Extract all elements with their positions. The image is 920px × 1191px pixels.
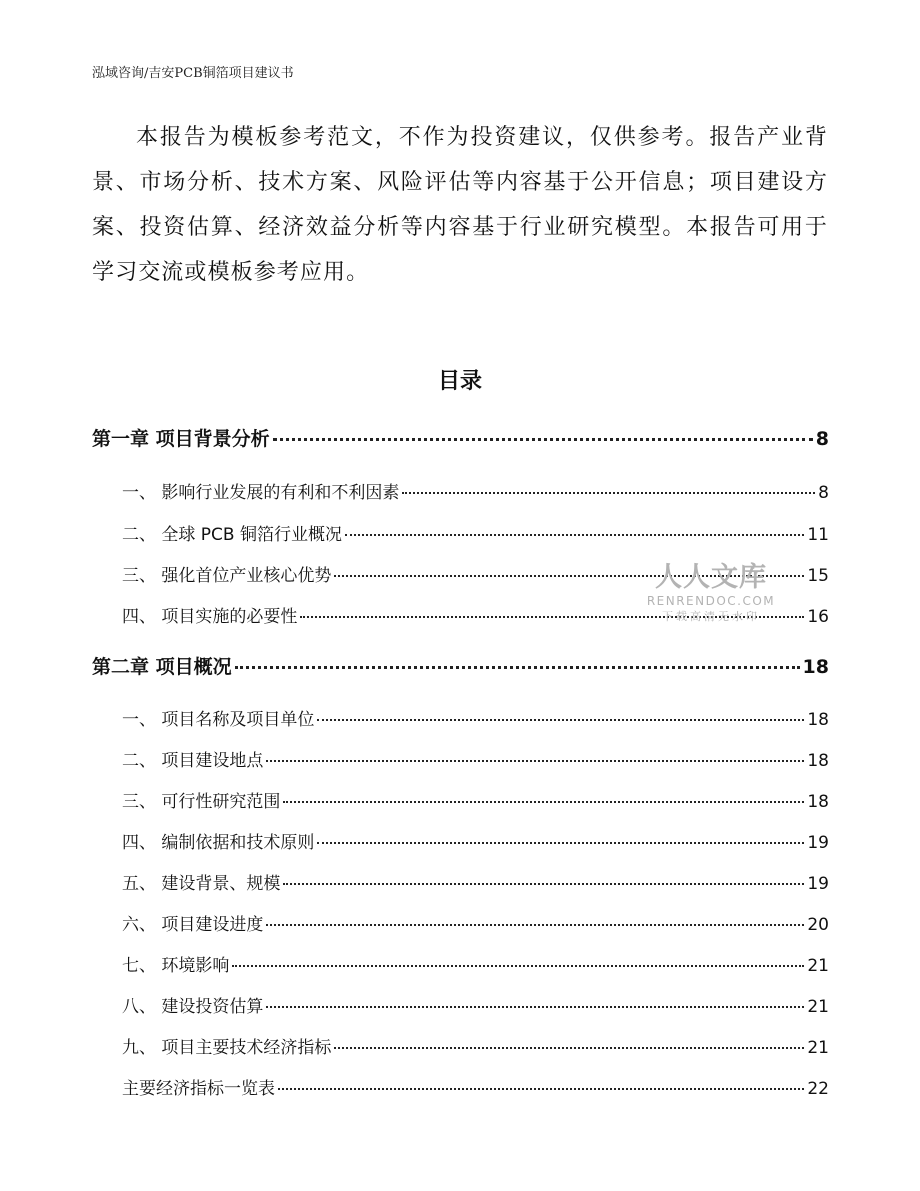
toc-entry-label: 主要经济指标一览表: [122, 1079, 275, 1099]
toc-entry-page: 18: [802, 656, 829, 678]
watermark: [646, 563, 776, 624]
toc-entry-section[interactable]: [92, 951, 829, 976]
toc-entry-section[interactable]: [92, 1074, 829, 1099]
toc-entry-label: 七、 环境影响: [122, 956, 230, 976]
toc-entry-section[interactable]: [92, 910, 829, 935]
toc-entry-label: 第二章 项目概况: [92, 656, 232, 678]
toc-leader-dots: [345, 534, 804, 536]
toc-leader-dots: [266, 760, 804, 762]
watermark-slogan: 下载高清无水印: [662, 610, 760, 623]
toc-entry-section[interactable]: [92, 705, 829, 730]
toc-leader-dots: [266, 1006, 804, 1008]
toc-entry-section[interactable]: [92, 746, 829, 771]
toc-leader-dots: [402, 492, 815, 494]
toc-entry-page: 8: [818, 483, 829, 503]
toc-entry-page: 18: [807, 710, 829, 730]
toc-entry-page: 16: [807, 607, 829, 627]
toc-entry-label: 五、 建设背景、规模: [122, 874, 281, 894]
toc-entry-label: 二、 全球 PCB 铜箔行业概况: [122, 525, 342, 545]
toc-entry-page: 19: [807, 874, 829, 894]
toc-entry-page: 11: [807, 525, 829, 545]
watermark-domain: RENRENDOC.COM: [646, 594, 776, 608]
toc-leader-dots: [283, 801, 804, 803]
intro-paragraph: 本报告为模板参考范文，不作为投资建议，仅供参考。报告产业背景、市场分析、技术方案、风险评估等内容基于公开信息；项目建设方案、投资估算、经济效益分析等内容基于行业研究模型。本报告可用于学习交流或模板参考应用。: [92, 125, 828, 285]
toc-entry-page: 20: [807, 915, 829, 935]
toc-entry-section[interactable]: [92, 520, 829, 545]
document-header: 泓域咨询/吉安PCB铜箔项目建议书: [92, 66, 294, 81]
toc-entry-label: 二、 项目建设地点: [122, 751, 264, 771]
toc-entry-section[interactable]: [92, 1033, 829, 1058]
toc-entry-chapter-2[interactable]: [92, 652, 829, 679]
toc-entry-page: 15: [807, 566, 829, 586]
toc-entry-label: 三、 强化首位产业核心优势: [122, 566, 332, 586]
toc-entry-page: 22: [807, 1079, 829, 1099]
toc-entry-section[interactable]: [92, 828, 829, 853]
toc-entry-section[interactable]: [92, 869, 829, 894]
toc-leader-dots: [273, 438, 813, 441]
toc-leader-dots: [266, 924, 804, 926]
toc-leader-dots: [283, 883, 804, 885]
toc-entry-label: 三、 可行性研究范围: [122, 792, 281, 812]
toc-entry-chapter-1[interactable]: [92, 424, 829, 451]
toc-entry-label: 四、 编制依据和技术原则: [122, 833, 315, 853]
toc-entry-section[interactable]: [92, 478, 829, 503]
toc-entry-page: 18: [807, 751, 829, 771]
toc-leader-dots: [334, 1047, 804, 1049]
watermark-logo: 人人文库: [655, 562, 767, 593]
toc-entry-section[interactable]: [92, 787, 829, 812]
toc-leader-dots: [278, 1088, 804, 1090]
toc-entry-label: 六、 项目建设进度: [122, 915, 264, 935]
toc-entry-page: 21: [807, 956, 829, 976]
toc-entry-label: 九、 项目主要技术经济指标: [122, 1038, 332, 1058]
toc-entry-page: 21: [807, 1038, 829, 1058]
toc-leader-dots: [232, 965, 804, 967]
toc-entry-label: 一、 项目名称及项目单位: [122, 710, 315, 730]
toc-entry-label: 一、 影响行业发展的有利和不利因素: [122, 483, 400, 503]
toc-title: 目录: [437, 369, 482, 394]
toc-entry-page: 19: [807, 833, 829, 853]
toc-leader-dots: [235, 666, 800, 669]
toc-entry-page: 18: [807, 792, 829, 812]
toc-entry-label: 八、 建设投资估算: [122, 997, 264, 1017]
toc-entry-page: 8: [815, 428, 829, 450]
toc-entry-page: 21: [807, 997, 829, 1017]
toc-leader-dots: [317, 719, 804, 721]
toc-entry-section[interactable]: [92, 992, 829, 1017]
toc-entry-label: 第一章 项目背景分析: [92, 428, 270, 450]
toc-entry-label: 四、 项目实施的必要性: [122, 607, 298, 627]
toc-leader-dots: [317, 842, 804, 844]
